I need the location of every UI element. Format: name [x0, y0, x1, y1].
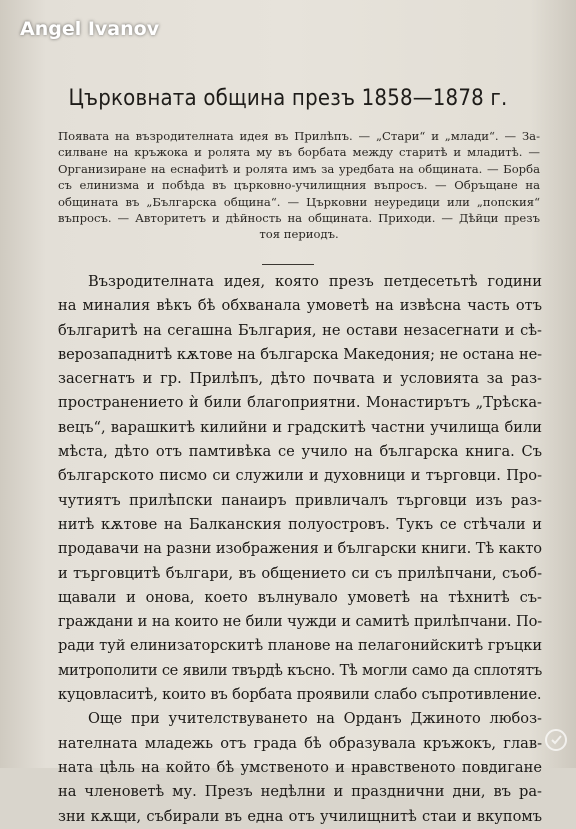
summary-line: въпросъ. — Авторитетъ и дѣйность на общината. Приходи. — Дѣйци презъ [58, 211, 540, 226]
page-title: Църковната община презъ 1858—1878 г. [68, 86, 508, 111]
body-line: Още при учителствуването на Орданъ Джиното любоз- [88, 710, 542, 728]
body-line: нателната младежь отъ града бѣ образувала кръжокъ, глав- [58, 734, 542, 752]
body-line: продавачи на разни изображения и български книги. Тѣ както [58, 540, 542, 558]
body-line: щавали и онова, което вълнувало умоветѣ на тѣхнитѣ съ- [58, 588, 542, 606]
body-line: ната цѣль на който бѣ умственото и нравственото повдигане [58, 758, 542, 776]
section-divider [262, 264, 314, 265]
body-line: митрополити се явили твърдѣ късно. Тѣ могли само да сплотятъ [58, 661, 542, 679]
summary-line: общината въ „Българска община“. — Църковни неуредици или „попския“ [58, 194, 540, 209]
summary-line: Организиране на еснафитѣ и ролята имъ за уредбата на общината. — Борба [58, 161, 540, 176]
summary-line: тоя периодъ. [259, 227, 339, 242]
body-line: вецъ“, варашкитѣ килийни и градскитѣ частни училища били [58, 418, 542, 436]
body-line: граждани и на които не били чужди и самитѣ прилѣпчани. По- [58, 613, 542, 631]
body-line: мѣста, дѣто отъ памтивѣка се учило на българска книга. Съ [58, 443, 542, 461]
body-line: на миналия вѣкъ бѣ обхванала умоветѣ на извѣсна часть отъ [58, 297, 542, 315]
body-line: Възродителната идея, която презъ петдесетьтѣ години [88, 273, 542, 290]
summary-line: Появата на възродителната идея въ Прилѣпъ. — „Стари“ и „млади“. — За- [58, 129, 540, 143]
body-line: ради туй елинизаторскитѣ планове на пелагонийскитѣ гръцки [58, 637, 542, 655]
body-line: куцовласитѣ, които въ борбата проявили слабо съпротивление. [58, 686, 542, 704]
corner-logo-icon [512, 720, 568, 760]
body-line: на членоветѣ му. Презъ недѣлни и празднични дни, въ ра- [58, 783, 542, 801]
summary-line: съ елинизма и побѣда въ църковно-училищния въпросъ. — Обръщане на [58, 178, 540, 193]
chapter-summary [58, 128, 540, 243]
body-line: чутиятъ прилѣпски панаиръ привличалъ търговци изъ раз- [58, 491, 542, 509]
body-line: българитѣ на сегашна България, не остави незасегнати и сѣ- [58, 321, 542, 339]
watermark: Angel Ivanov [20, 18, 160, 40]
body-line: нитѣ кѫтове на Балканския полуостровъ. Тукъ се стѣчали и [58, 515, 542, 533]
body-line: верозападнитѣ кѫтове на българска Македония; не остана не- [58, 345, 542, 363]
body-line: и търговцитѣ българи, въ общението си съ прилѣпчани, съоб- [58, 564, 542, 582]
body-line: засегнатъ и гр. Прилѣпъ, дѣто почвата и условията за раз- [58, 370, 542, 388]
body-line: зни кѫщи, събирали въ една отъ училищнитѣ стаи и вкупомъ [58, 807, 542, 825]
body-line: българското писмо си служили и духовници и търговци. Про- [58, 467, 542, 485]
body-text [58, 270, 542, 829]
summary-line: силване на кръжока и ролята му въ борбата между старитѣ и младитѣ. — [58, 145, 540, 160]
body-line: пространението ѝ били благоприятни. Монастирътъ „Трѣска- [58, 394, 542, 412]
